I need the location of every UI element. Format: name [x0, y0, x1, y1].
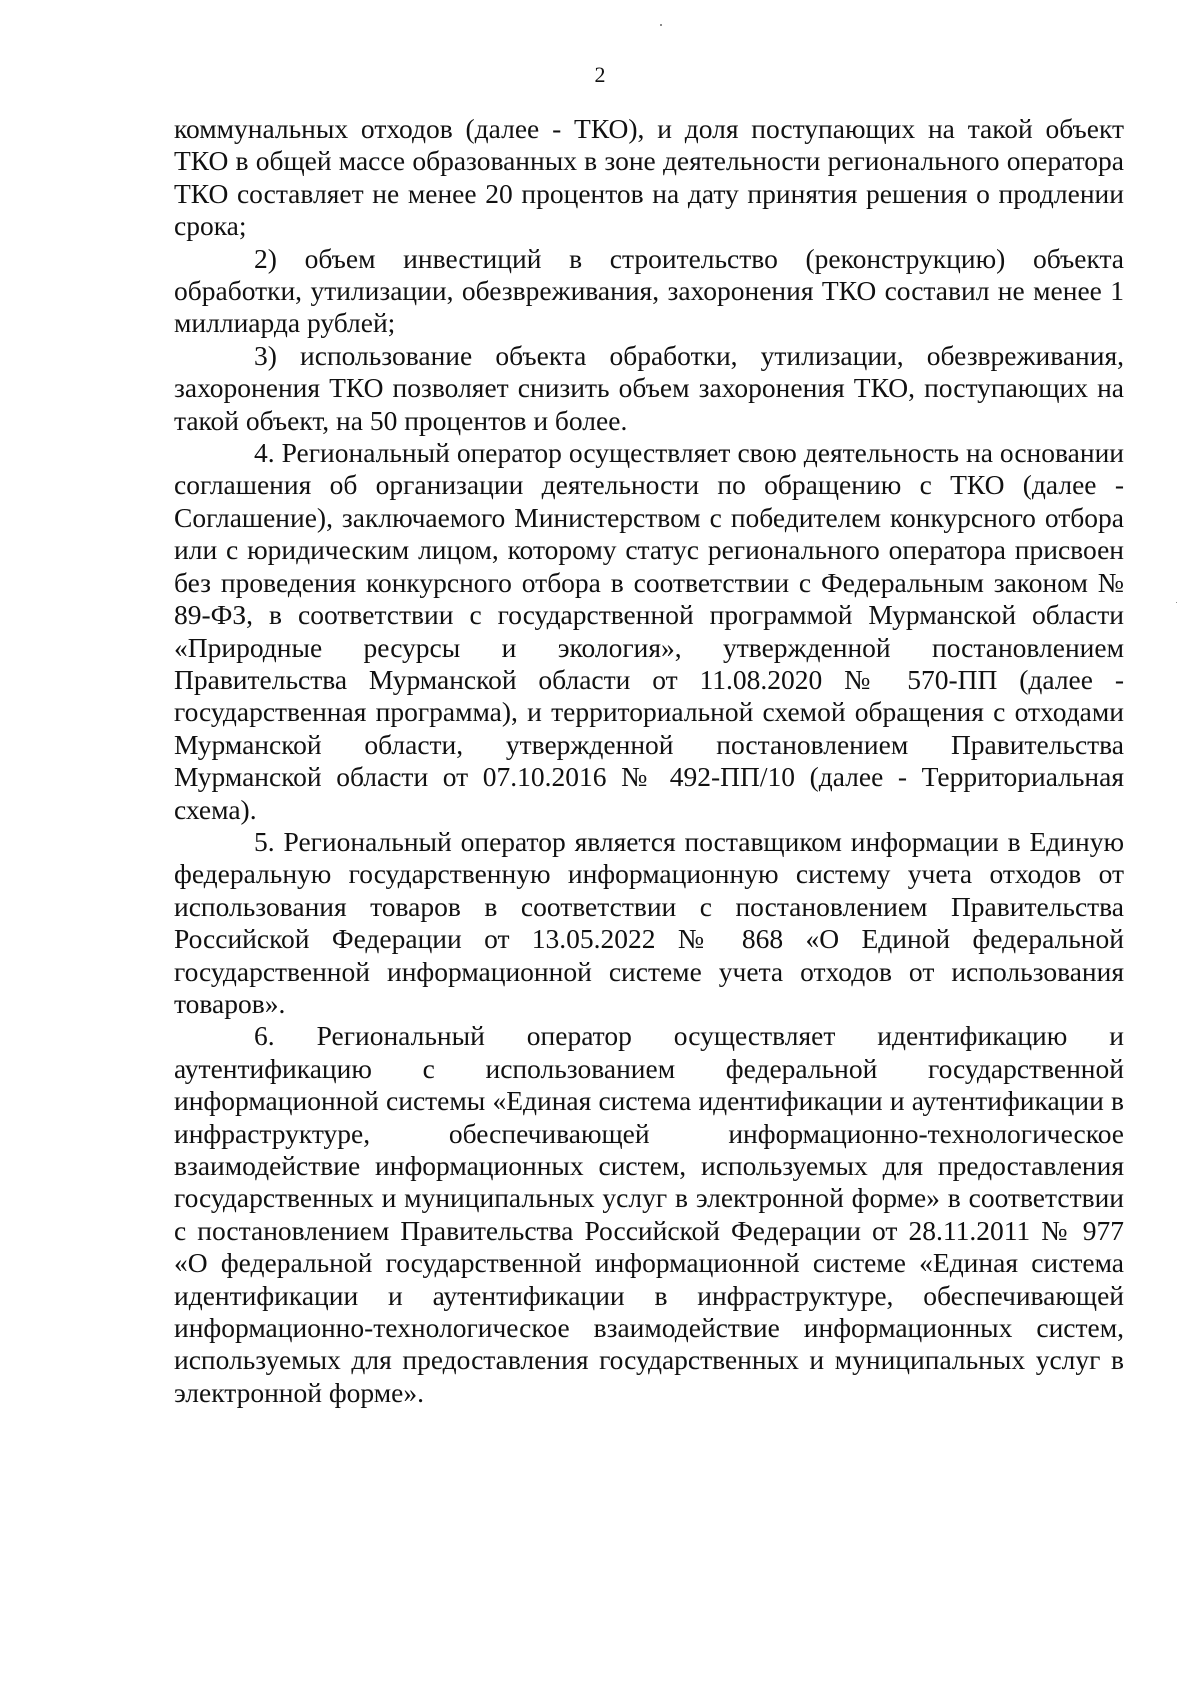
paragraph-item-3: 3) использование объекта обработки, утилизации, обезвреживания, захоронения ТКО позволяет снизить объем захоронения ТКО, поступающих на такой объект, на 50 процентов и более.	[174, 339, 1124, 436]
paragraph-5: 5. Региональный оператор является поставщиком информации в Единую федеральную государственную информационную систему учета отходов от использования товаров в соответствии с постановлением Правительства Российской Федерации от 13.05.2022 № 868 «О Единой федеральной государственной информационной системе учета отходов от использования товаров».	[174, 825, 1124, 1019]
paragraph-6: 6. Региональный оператор осуществляет идентификацию и аутентификацию с использованием федеральной государственной информационной системы «Единая система идентификации и аутентификации в инфраструктуре, обеспечивающей информационно-технологическое взаимодействие информационных систем, используемых для предоставления государственных и муниципальных услуг в электронной форме» в соответствии с постановлением Правительства Российской Федерации от 28.11.2011 № 977 «О федеральной государственной информационной системе «Единая система идентификации и аутентификации в инфраструктуре, обеспечивающей информационно-технологическое взаимодействие информационных систем, используемых для предоставления государственных и муниципальных услуг в электронной форме».	[174, 1020, 1124, 1408]
scan-speck	[1176, 602, 1177, 603]
page-number: 2	[594, 62, 606, 87]
document-body	[174, 113, 1124, 1409]
paragraph-item-2: 2) объем инвестиций в строительство (реконструкцию) объекта обработки, утилизации, обезвреживания, захоронения ТКО составил не менее 1 миллиарда рублей;	[174, 242, 1124, 339]
paragraph-continuation: коммунальных отходов (далее - ТКО), и доля поступающих на такой объект ТКО в общей массе образованных в зоне деятельности регионального оператора ТКО составляет не менее 20 процентов на дату принятия решения о продлении срока;	[174, 113, 1124, 242]
scan-speck	[660, 24, 662, 26]
paragraph-4: 4. Региональный оператор осуществляет свою деятельность на основании соглашения об организации деятельности по обращению с ТКО (далее - Соглашение), заключаемого Министерством с победителем конкурсного отбора или с юридическим лицом, которому статус регионального оператора присвоен без проведения конкурсного отбора в соответствии с Федеральным законом № 89-ФЗ, в соответствии с государственной программой Мурманской области «Природные ресурсы и экология», утвержденной постановлением Правительства Мурманской области от 11.08.2020 № 570-ПП (далее - государственная программа), и территориальной схемой обращения с отходами Мурманской области, утвержденной постановлением Правительства Мурманской области от 07.10.2016 № 492-ПП/10 (далее - Территориальная схема).	[174, 437, 1124, 825]
